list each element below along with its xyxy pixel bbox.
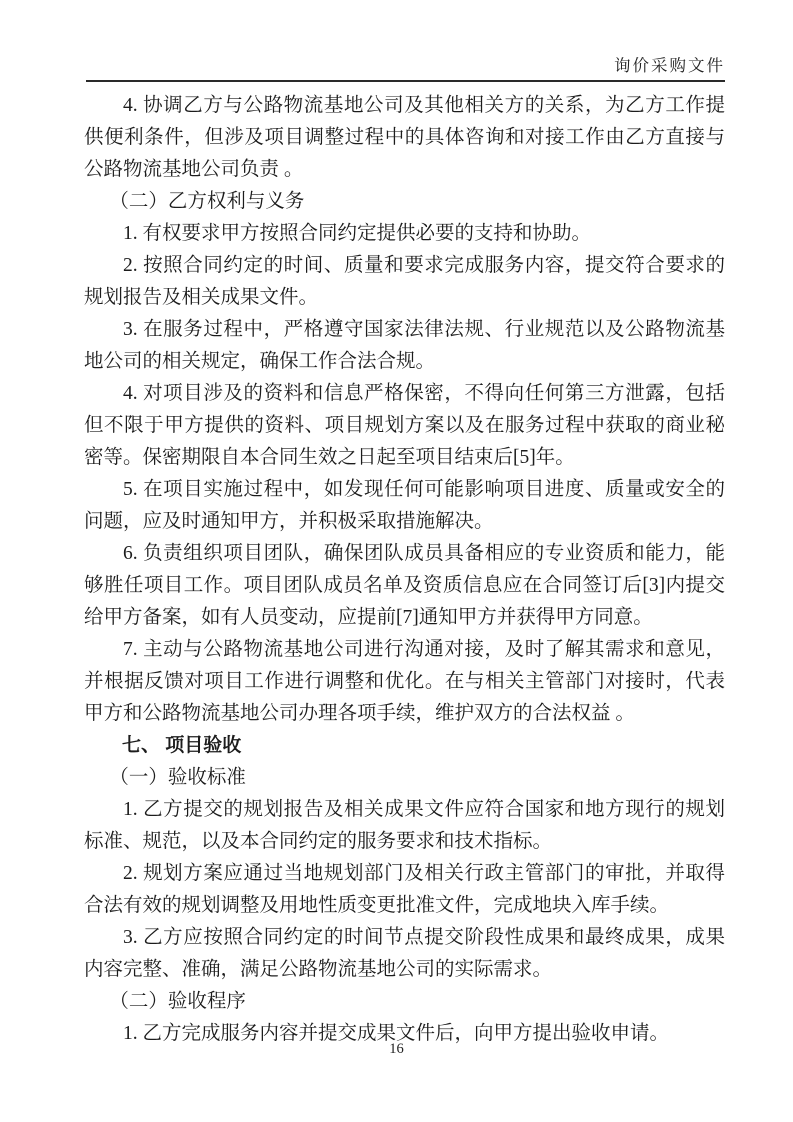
paragraph: 5. 在项目实施过程中，如发现任何可能影响项目进度、质量或安全的问题，应及时通知甲方，并积极采取措施解决。 (84, 479, 725, 532)
paragraph: 4. 对项目涉及的资料和信息严格保密，不得向任何第三方泄露，包括但不限于甲方提供的资料、项目规划方案以及在服务过程中获取的商业秘密等。保密期限自本合同生效之日起至项目结束后[5]年。 (84, 383, 725, 468)
paragraph: 1. 乙方完成服务内容并提交成果文件后，向甲方提出验收申请。 (123, 1023, 670, 1044)
section-heading: 七、 项目验收 (122, 735, 242, 756)
document-body (84, 90, 725, 1050)
paragraph: 2. 规划方案应通过当地规划部门及相关行政主管部门的审批，并取得合法有效的规划调整及用地性质变更批准文件，完成地块入库手续。 (84, 863, 725, 916)
sub-heading: （二）验收程序 (109, 991, 246, 1012)
paragraph: 3. 乙方应按照合同约定的时间节点提交阶段性成果和最终成果，成果内容完整、准确，满足公路物流基地公司的实际需求。 (84, 927, 725, 980)
paragraph: 7. 主动与公路物流基地公司进行沟通对接，及时了解其需求和意见，并根据反馈对项目工作进行调整和优化。在与相关主管部门对接时，代表甲方和公路物流基地公司办理各项手续，维护双方的合法权益 。 (84, 639, 725, 724)
header-rule (86, 80, 725, 82)
paragraph: 4. 协调乙方与公路物流基地公司及其他相关方的关系，为乙方工作提供便利条件，但涉及项目调整过程中的具体咨询和对接工作由乙方直接与公路物流基地公司负责 。 (84, 95, 725, 180)
paragraph: 2. 按照合同约定的时间、质量和要求完成服务内容，提交符合要求的规划报告及相关成果文件。 (84, 255, 725, 308)
paragraph: 3. 在服务过程中，严格遵守国家法律法规、行业规范以及公路物流基地公司的相关规定，确保工作合法合规。 (84, 319, 725, 372)
page-header-title: 询价采购文件 (614, 56, 725, 75)
paragraph: 6. 负责组织项目团队，确保团队成员具备相应的专业资质和能力，能够胜任项目工作。项目团队成员名单及资质信息应在合同签订后[3]内提交给甲方备案，如有人员变动，应提前[7]通知甲方并获得甲方同意。 (84, 543, 725, 628)
paragraph: 1. 有权要求甲方按照合同约定提供必要的支持和协助。 (123, 223, 592, 244)
sub-heading: （一）验收标准 (109, 767, 246, 788)
paragraph: 1. 乙方提交的规划报告及相关成果文件应符合国家和地方现行的规划标准、规范，以及本合同约定的服务要求和技术指标。 (84, 799, 725, 852)
sub-heading: （二）乙方权利与义务 (109, 191, 305, 212)
page-number: 16 (389, 1041, 404, 1057)
